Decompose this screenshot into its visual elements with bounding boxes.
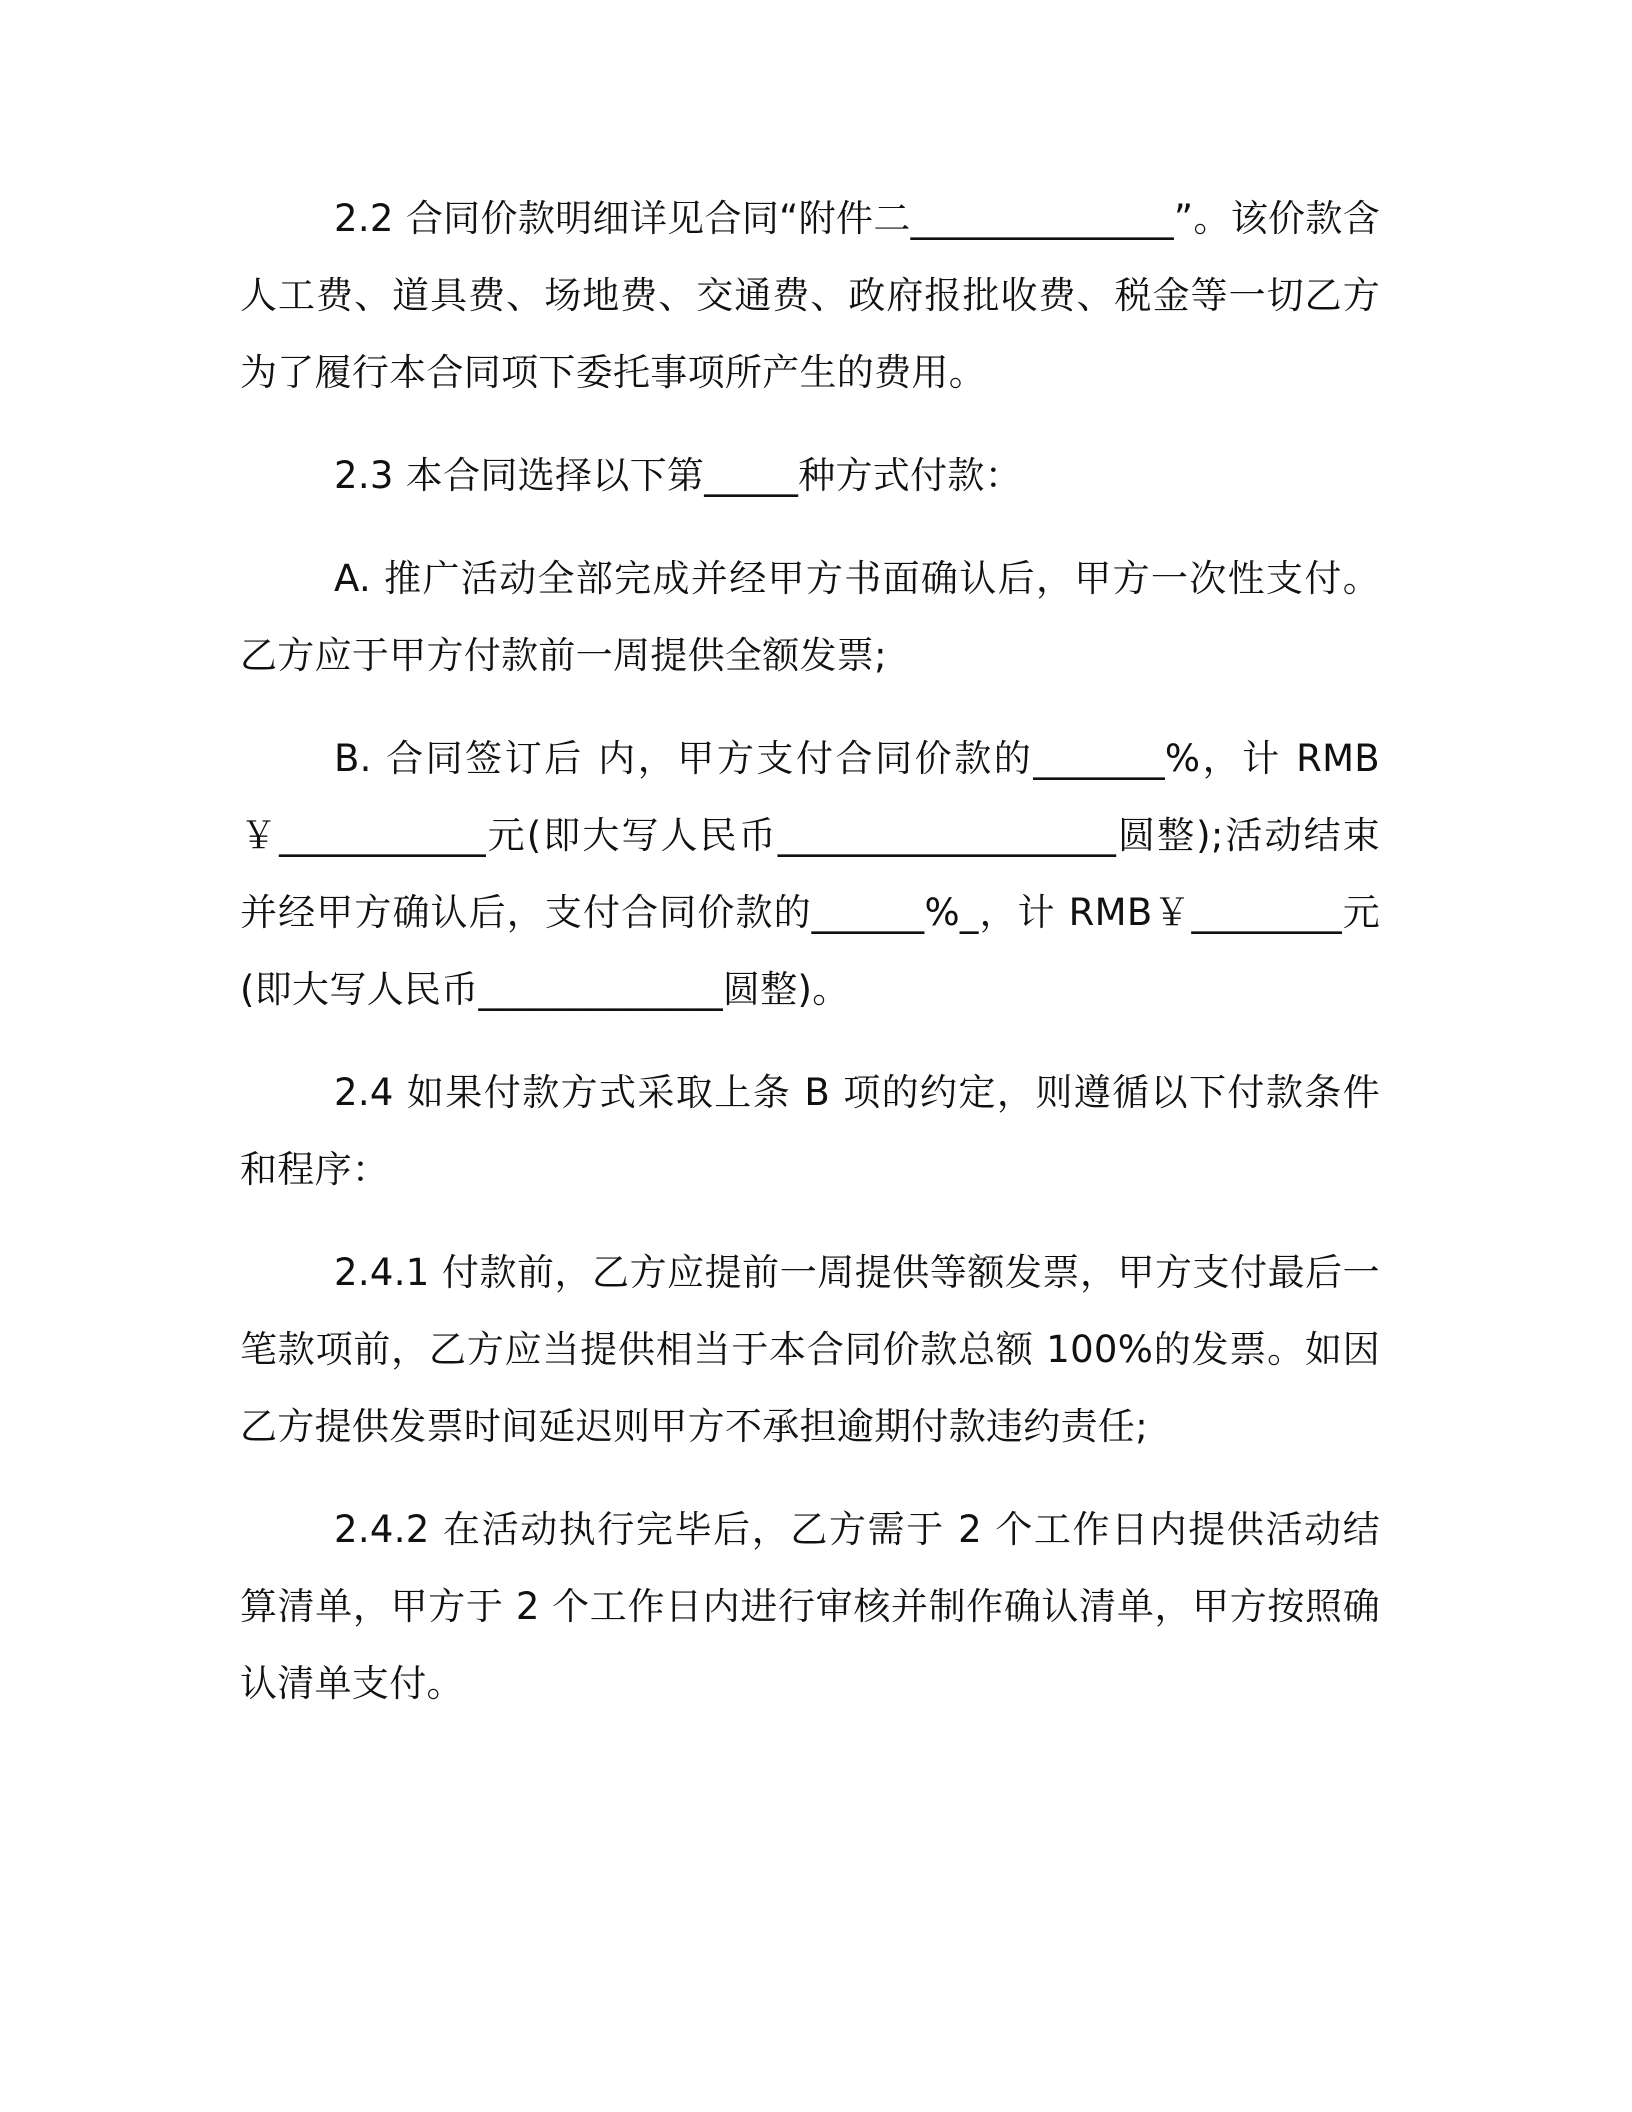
clause-2-4-1: 2.4.1 付款前，乙方应提前一周提供等额发票，甲方支付最后一笔款项前，乙方应当提供相当于本合同价款总额 100%的发票。如因乙方提供发票时间延迟则甲方不承担逾期付款违约责任; xyxy=(240,1251,1380,1448)
clause-2-4: 2.4 如果付款方式采取上条 B 项的约定，则遵循以下付款条件和程序： xyxy=(240,1071,1380,1191)
clause-2-2: 2.2 合同价款明细详见合同“附件二______________”。该价款含人工费、道具费、场地费、交通费、政府报批收费、税金等一切乙方为了履行本合同项下委托事项所产生的费用。 xyxy=(240,197,1380,394)
option-b: B. 合同签订后 内，甲方支付合同价款的_______%，计 RMB￥___________元(即大写人民币__________________圆整);活动结束并经甲方确认后，支付合同价款的______%_，计 RMB￥________元(即大写人民币_____________圆整)。 xyxy=(240,737,1380,1011)
clause-2-3: 2.3 本合同选择以下第_____种方式付款： xyxy=(334,454,1023,497)
option-a: A. 推广活动全部完成并经甲方书面确认后，甲方一次性支付。乙方应于甲方付款前一周提供全额发票; xyxy=(240,557,1380,677)
clause-2-4-2: 2.4.2 在活动执行完毕后，乙方需于 2 个工作日内提供活动结算清单，甲方于 2 个工作日内进行审核并制作确认清单，甲方按照确认清单支付。 xyxy=(240,1508,1380,1705)
document-body xyxy=(240,180,1380,1748)
